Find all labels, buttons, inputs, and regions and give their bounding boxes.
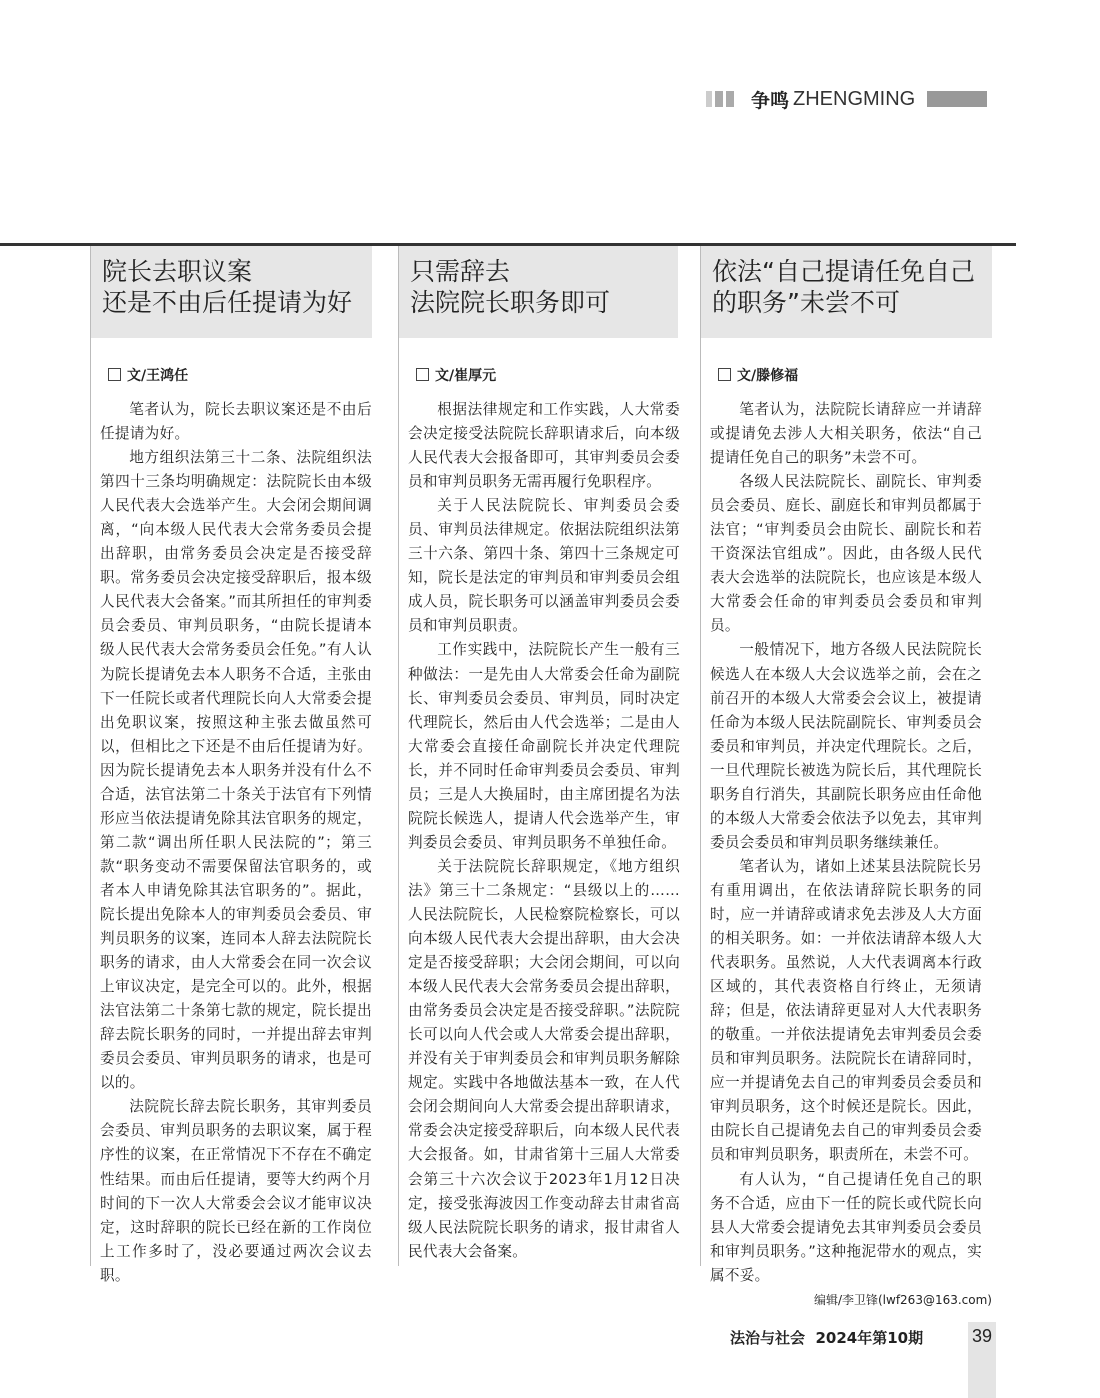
article-title <box>700 246 992 338</box>
article-column-3 <box>700 246 992 1308</box>
header-decor-bar <box>706 91 712 107</box>
square-icon <box>718 368 731 381</box>
title-line: 法院院长职务即可 <box>410 288 611 317</box>
square-icon <box>416 368 429 381</box>
byline <box>718 366 992 386</box>
header-decor-bar <box>927 91 987 107</box>
author: 文/王鸿任 <box>127 368 189 384</box>
paragraph: 工作实践中，法院院长产生一般有三种做法：一是先由人大常委会任命为副院长、审判委员会委员、审判员，同时决定代理院长，然后由人代会选举；二是由人大常委会直接任命副院长并决定代理院长，并不同时任命审判委员会委员、审判员；三是人大换届时，由主席团提名为法院院长候选人，提请人代会选举产生，审判委员会委员、审判员职务不单独任命。 <box>408 641 680 851</box>
header-decor-bar <box>715 91 723 107</box>
footer <box>730 1327 923 1348</box>
paragraph: 各级人民法院院长、副院长、审判委员会委员、庭长、副庭长和审判员都属于法官；“审判委员会由院长、副院长和若干资深法官组成”。因此，由各级人民代表大会选举的法院院长，也应该是本级人大常委会任命的审判委员会委员和审判员。 <box>710 473 982 635</box>
title-line: 院长去职议案 <box>102 257 253 286</box>
article-body <box>408 398 680 1264</box>
column-divider <box>398 246 399 1266</box>
magazine-name: 法治与社会 <box>730 1328 806 1347</box>
paragraph: 笔者认为，院长去职议案还是不由后任提请为好。 <box>100 401 372 443</box>
author: 文/崔厚元 <box>435 368 497 384</box>
square-icon <box>108 368 121 381</box>
title-line: 只需辞去 <box>410 257 511 286</box>
paragraph: 有人认为，“自己提请任免自己的职务不合适，应由下一任的院长或代院长向县人大常委会提请免去其审判委员会委员和审判员职务。”这种拖泥带水的观点，实属不妥。 <box>710 1170 982 1284</box>
paragraph: 一般情况下，地方各级人民法院院长候选人在本级人大会议选举之前，会在之前召开的本级人大常委会会议上，被提请任命为本级人民法院副院长、审判委员会委员和审判员，并决定代理院长。之后，一旦代理院长被选为院长后，其代理院长职务自行消失，其副院长职务应由任命他的本级人大常委会依法予以免去，其审判委员会委员和审判员职务继续兼任。 <box>710 641 982 851</box>
column-divider <box>700 246 701 1266</box>
article-title <box>398 246 678 338</box>
paragraph: 法院院长辞去院长职务，其审判委员会委员、审判员职务的去职议案，属于程序性的议案，在正常情况下不存在不确定性结果。而由后任提请，要等大约两个月时间的下一次人大常委会会议才能审议决定，这时辞职的院长已经在新的工作岗位上工作多时了，没必要通过两次会议去职。 <box>100 1098 372 1284</box>
page-number: 39 <box>971 1325 993 1346</box>
paragraph: 根据法律规定和工作实践，人大常委会决定接受法院院长辞职请求后，向本级人民代表大会报备即可，其审判委员会委员和审判员职务无需再履行免职程序。 <box>408 401 680 491</box>
column-divider <box>90 246 91 1266</box>
paragraph: 地方组织法第三十二条、法院组织法第四十三条均明确规定：法院院长由本级人民代表大会选举产生。大会闭会期间调离，“向本级人民代表大会常务委员会提出辞职，由常务委员会决定是否接受辞职。常务委员会决定接受辞职后，报本级人民代表大会备案。”而其所担任的审判委员会委员、审判员职务，“由院长提请本级人民代表大会常务委员会任免。”有人认为院长提请免去本人职务不合适，主张由下一任院长或者代理院长向人大常委会提出免职议案，按照这种主张去做虽然可以，但相比之下还是不由后任提请为好。因为院长提请免去本人职务并没有什么不合适，法官法第二十条关于法官有下列情形应当依法提请免除其法官职务的规定，第二款“调出所任职人民法院的”；第三款“职务变动不需要保留法官职务的，或者本人申请免除其法官职务的”。据此，院长提出免除本人的审判委员会委员、审判员职务的议案，连同本人辞去法院院长职务的请求，由人大常委会在同一次会议上审议决定，是完全可以的。此外，根据法官法第二十条第七款的规定，院长提出辞去院长职务的同时，一并提出辞去审判委员会委员、审判员职务的请求，也是可以的。 <box>100 449 372 1092</box>
paragraph: 笔者认为，诸如上述某县法院院长另有重用调出，在依法请辞院长职务的同时，应一并请辞或请求免去涉及人大方面的相关职务。如：一并依法请辞本级人大代表职务。虽然说，人大代表调离本行政区域的，其代表资格自行终止，无须请辞；但是，依法请辞更显对人大代表职务的敬重。一并依法提请免去审判委员会委员和审判员职务。法院院长在请辞同时，应一并提请免去自己的审判委员会委员和审判员职务，这个时候还是院长。因此，由院长自己提请免去自己的审判委员会委员和审判员职务，职责所在，未尝不可。 <box>710 857 982 1164</box>
section-name-en: ZHENGMING <box>793 87 916 110</box>
article-body <box>710 398 992 1308</box>
section-header <box>706 88 987 110</box>
author: 文/滕修福 <box>737 368 799 384</box>
title-line: 还是不由后任提请为好 <box>102 288 353 317</box>
article-body <box>100 398 372 1288</box>
paragraph: 关于人民法院院长、审判委员会委员、审判员法律规定。依据法院组织法第三十六条、第四十条、第四十三条规定可知，院长是法定的审判员和审判委员会组成人员，院长职务可以涵盖审判委员会委员和审判员职责。 <box>408 497 680 635</box>
byline <box>108 366 372 386</box>
article-column-2 <box>398 246 678 1264</box>
editor-credit: 编辑/李卫锋(lwf263@163.com) <box>813 1292 992 1307</box>
issue-label: 2024年第10期 <box>815 1328 924 1347</box>
paragraph: 笔者认为，法院院长请辞应一并请辞或提请免去涉人大相关职务，依法“自己提请任免自己的职务”未尝不可。 <box>710 401 982 467</box>
article-title <box>90 246 372 338</box>
header-decor-bar <box>726 91 734 107</box>
byline <box>416 366 678 386</box>
title-line: 的职务”未尝不可 <box>712 288 900 317</box>
title-line: 依法“自己提请任免自己 <box>712 257 975 286</box>
section-name-cn: 争鸣 <box>751 89 790 112</box>
paragraph: 关于法院院长辞职规定，《地方组织法》第三十二条规定：“县级以上的……人民法院院长，人民检察院检察长，可以向本级人民代表大会提出辞职，由大会决定是否接受辞职；大会闭会期间，可以向本级人民代表大会常务委员会提出辞职，由常务委员会决定是否接受辞职。”法院院长可以向人代会或人大常委会提出辞职，并没有关于审判委员会和审判员职务解除规定。实践中各地做法基本一致，在人代会闭会期间向人大常委会提出辞职请求，常委会决定接受辞职后，向本级人民代表大会报备。如，甘肃省第十三届人大常委会第三十六次会议于2023年1月12日决定，接受张海波因工作变动辞去甘肃省高级人民法院院长职务的请求，报甘肃省人民代表大会备案。 <box>408 857 680 1260</box>
article-column-1 <box>90 246 372 1288</box>
